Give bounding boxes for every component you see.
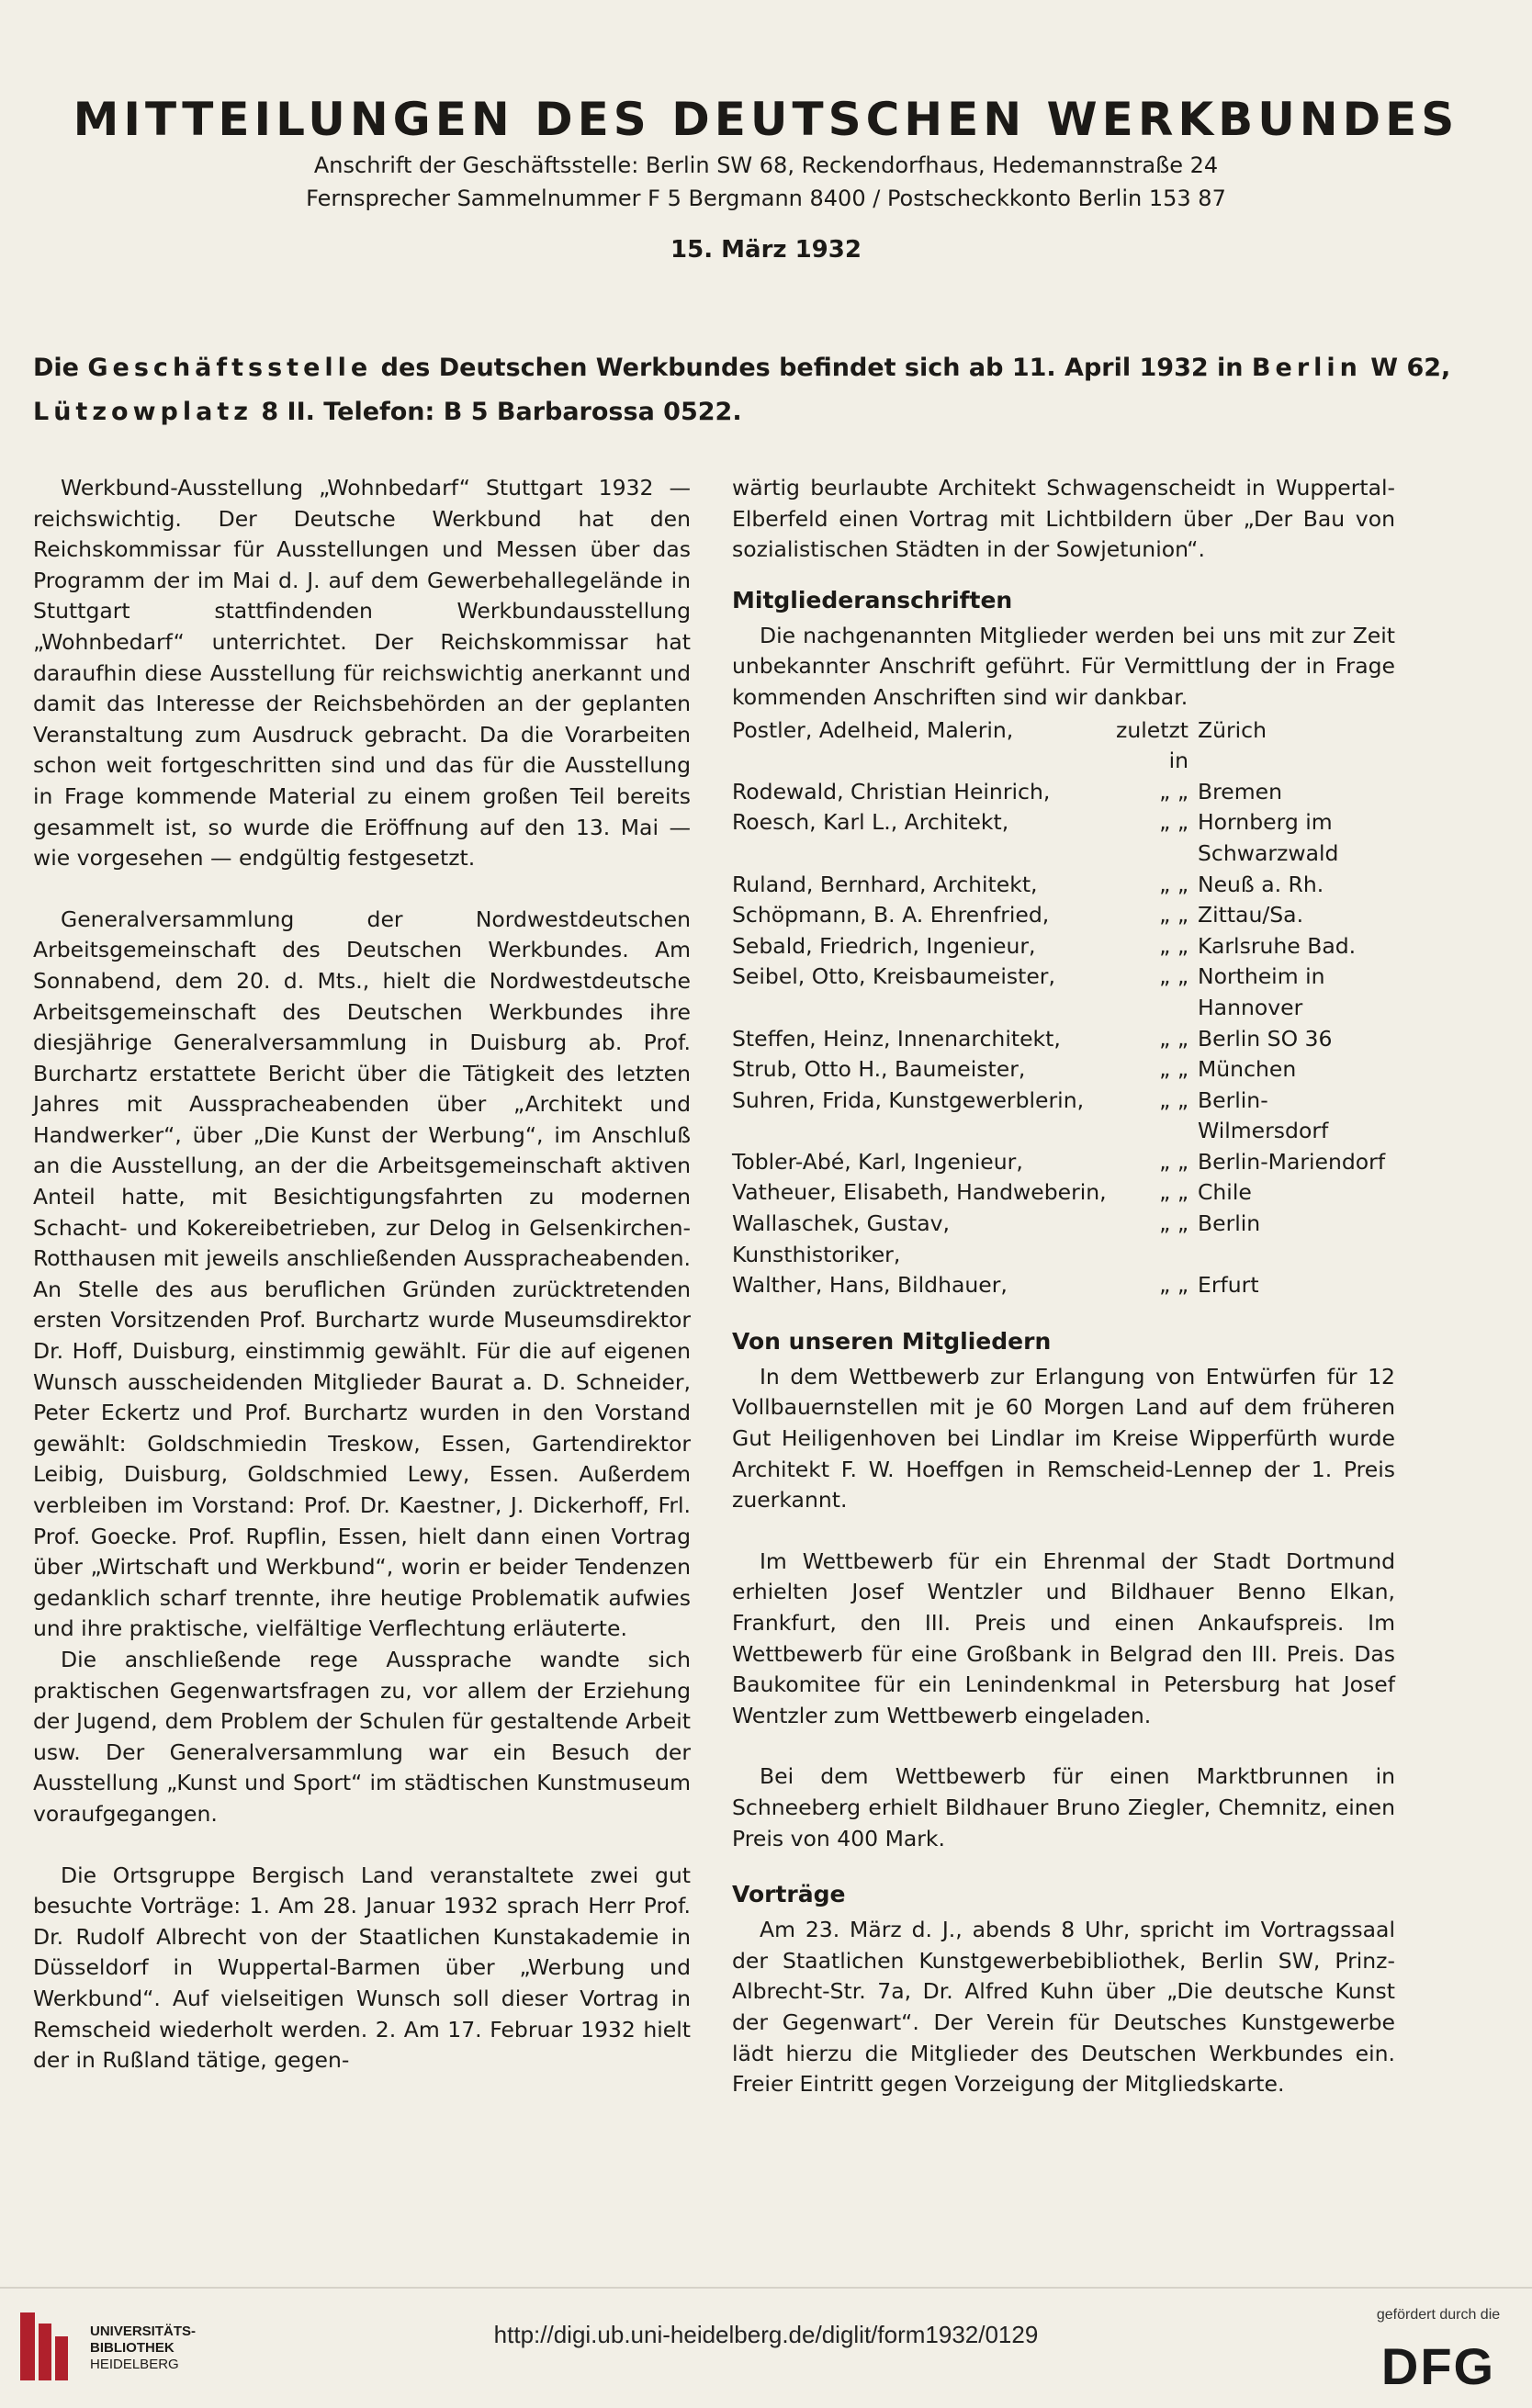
digital-object-url-link[interactable]: http://digi.ub.uni-heidelberg.de/diglit/form1932/0129 [493, 2321, 1039, 2348]
left-column [33, 473, 691, 2076]
address-line: Anschrift der Geschäftsstelle: Berlin SW 68, Reckendorfhaus, Hedemannstraße 24 [313, 152, 1219, 178]
svg-text:DFG: DFG [1380, 2338, 1496, 2390]
article-werkbund-ausstellung: Werkbund-Ausstellung „Wohnbedarf“ Stuttgart 1932 — reichswichtig. Der Deutsche Werkbund hat den Reichskommissar für Ausstellungen und Messen über das Programm der im Mai d. J. auf dem Gewerbehallegelände in Stuttgart stattfindenden Werkbundausstellung „Wohnbedarf“ unterrichtet. Der Reichskommissar hat daraufhin diese Ausstellung für reichswichtig anerkannt und damit das Interesse der Reichsbehörden an der geplanten Veranstaltung zum Ausdruck gebracht. Da die Vorarbeiten schon weit fortgeschritten sind und das für die Ausstellung in Frage kommende Material zu einem großen Teil bereits gesammelt ist, so wurde die Eröffnung auf den 13. Mai — wie vorgesehen — endgültig festgesetzt. [33, 475, 691, 872]
member-address-list [732, 715, 1395, 1301]
member-row: Tobler-Abé, Karl, Ingenieur, „ „ Berlin-Mariendorf [732, 1148, 1386, 1175]
member-row: Strub, Otto H., Baumeister, „ „ München [732, 1056, 1297, 1083]
member-row: Rodewald, Christian Heinrich, „ „ Bremen [732, 778, 1282, 805]
relocation-notice-line-2 [33, 397, 1411, 428]
member-row: Roesch, Karl L., Architekt, „ „ Hornberg im Schwarzwald [732, 809, 1339, 866]
lecture-announcement: Am 23. März d. J., abends 8 Uhr, spricht im Vortragssaal der Staatlichen Kunstgewerbebibliothek, Berlin SW, Prinz-Albrecht-Str. 7a, Dr. Alfred Kuhn über „Die deutsche Kunst der Gegenwart“. Der Verein für Deutsches Kunstgewerbe lädt hierzu die Mitglieder des Deutschen Werkbundes ein. Freier Eintritt gegen Vorzeigung der Mitgliedskarte. [732, 1917, 1395, 2098]
member-row: Vatheuer, Elisabeth, Handweberin, „ „ Chile [732, 1179, 1252, 1206]
notice-text: des Deutschen Werkbundes befindet sich ab 11. April 1932 in [372, 354, 1252, 382]
member-row: Walther, Hans, Bildhauer, „ „ Erfurt [732, 1272, 1259, 1299]
right-column [732, 473, 1395, 2100]
article-ortsgruppe-bergisch-land: Die Ortsgruppe Bergisch Land veranstaltete zwei gut besuchte Vorträge: 1. Am 28. Januar 1932 sprach Herr Prof. Dr. Rudolf Albrecht von der Staatlichen Kunstakademie in Düsseldorf in Wuppertal-Barmen über „Werbung und Werkbund“. Auf vielseitigen Wunsch soll dieser Vortrag in Remscheid wiederholt werden. 2. Am 17. Februar 1932 hielt der in Rußland tätige, gegen- [33, 1862, 691, 2074]
member-row: Sebald, Friedrich, Ingenieur, „ „ Karlsruhe Bad. [732, 932, 1357, 959]
member-row: Suhren, Frida, Kunstgewerblerin, „ „ Berlin-Wilmersdorf [732, 1086, 1329, 1144]
notice-spaced-word: Berlin [1251, 354, 1362, 382]
news-wentzler: Im Wettbewerb für ein Ehrenmal der Stadt Dortmund erhielten Josef Wentzler und Bildhauer Benno Elkan, Frankfurt, den III. Preis und einen Ankaufspreis. Im Wettbewerb für eine Großbank in Belgrad den III. Preis. Das Baukomitee für ein Lenindenkmal in Petersburg hat Josef Wentzler zum Wettbewerb eingeladen. [732, 1547, 1395, 1728]
section-heading-mitgliederanschriften: Mitgliederanschriften [732, 586, 1013, 613]
notice-spaced-word: Geschäftsstelle [87, 354, 373, 382]
article-generalversammlung: Generalversammlung der Nordwestdeutschen Arbeitsgemeinschaft des Deutschen Werkbundes. Am Sonnabend, dem 20. d. Mts., hielt die Nordwestdeutsche Arbeitsgemeinschaft des Deutschen Werkbundes ihre diesjährige Generalversammlung in Duisburg ab. Prof. Burchartz erstattete Bericht über die Tätigkeit des letzten Jahres mit Ausspracheabenden über „Architekt und Handwerker“, über „Die Kunst der Werbung“, im Anschluß an die Ausstellung, an der die Arbeitsgemeinschaft aktiven Anteil hatte, mit Besichtigungsfahrten zu modernen Schacht- und Kokereibetrieben, zur Delog in Gelsenkirchen-Rotthausen mit jeweils anschließenden Ausspracheabenden. An Stelle des aus beruflichen Gründen zurücktretenden ersten Vorsitzenden Prof. Burchartz wurde Museumsdirektor Dr. Hoff, Duisburg, einstimmig gewählt. Für die auf eigenen Wunsch ausscheidenden Mitglieder Baurat a. D. Schneider, Peter Eckertz und Prof. Burchartz wurden in den Vorstand gewählt: Goldschmiedin Treskow, Essen, Gartendirektor Leibig, Duisburg, Goldschmied Lewy, Essen. Außerdem verbleiben im Vorstand: Prof. Dr. Kaestner, J. Dickerhoff, Frl. Prof. Goecke. Prof. Rupflin, Essen, hielt dann einen Vortrag über „Wirtschaft und Werkbund“, worin er beider Tendenzen gedanklich scharf trennte, ihre heutige Problematik aufwies und ihre praktische, vielfältige Verflechtung erläuterte. [33, 906, 691, 1642]
member-row: Postler, Adelheid, Malerin, zuletzt in Zürich [732, 716, 1267, 774]
phone-line: Fernsprecher Sammelnummer F 5 Bergmann 8400 / Postscheckkonto Berlin 153 87 [306, 186, 1226, 211]
dfg-logo-icon [1365, 2338, 1512, 2390]
university-library-name: UNIVERSITÄTS- BIBLIOTHEK HEIDELBERG [90, 2324, 197, 2372]
members-intro: Die nachgenannten Mitglieder werden bei uns mit zur Zeit unbekannter Anschrift geführt. Für Vermittlung der in Frage kommenden Anschriften sind wir dankbar. [732, 622, 1395, 710]
section-heading-von-unseren-mitgliedern: Von unseren Mitgliedern [732, 1327, 1052, 1355]
notice-text: Die [33, 354, 88, 382]
news-hoeffgen: In dem Wettbewerb zur Erlangung von Entwürfen für 12 Vollbauernstellen mit je 60 Morgen Land auf dem früheren Gut Heiligenhoven bei Lindlar im Kreise Wipperfürth wurde Architekt F. W. Hoeffgen in Remscheid-Lennep der 1. Preis zuerkannt. [732, 1363, 1395, 1513]
member-row: Seibel, Otto, Kreisbaumeister, „ „ Northeim in Hannover [732, 963, 1325, 1020]
member-row: Wallaschek, Gustav, Kunsthistoriker, „ „ Berlin [732, 1210, 1261, 1267]
notice-text: 8 II. Telefon: B 5 Barbarossa 0522. [252, 398, 742, 426]
notice-text: W 62, [1361, 354, 1451, 382]
news-ziegler: Bei dem Wettbewerb für einen Marktbrunnen in Schneeberg erhielt Bildhauer Bruno Ziegler, Chemnitz, einen Preis von 400 Mark. [732, 1763, 1395, 1851]
footer-divider [0, 2287, 1532, 2289]
member-row: Ruland, Bernhard, Architekt, „ „ Neuß a. Rh. [732, 871, 1324, 897]
funding-caption: gefördert durch die [1376, 2307, 1501, 2323]
issue-date: 15. März 1932 [670, 236, 862, 264]
masthead-title: MITTEILUNGEN DES DEUTSCHEN WERKBUNDES [73, 93, 1459, 146]
member-row: Steffen, Heinz, Innenarchitekt, „ „ Berlin SO 36 [732, 1025, 1333, 1052]
article-continuation: wärtig beurlaubte Architekt Schwagenscheidt in Wuppertal-Elberfeld einen Vortrag mit Lichtbildern über „Der Bau von sozialistischen Städten in der Sowjetunion“. [732, 475, 1395, 563]
notice-spaced-word: Lützowplatz [33, 398, 253, 426]
member-row: Schöpmann, B. A. Ehrenfried, „ „ Zittau/Sa. [732, 902, 1304, 928]
relocation-notice-line-1 [33, 353, 1451, 384]
section-heading-vortraege: Vorträge [732, 1881, 846, 1908]
article-generalversammlung-continued: Die anschließende rege Aussprache wandte sich praktischen Gegenwartsfragen zu, vor allem der Erziehung der Jugend, dem Problem der Schulen für gestaltende Arbeit usw. Der Generalversammlung war ein Besuch der Ausstellung „Kunst und Sport“ im städtischen Kunstmuseum voraufgegangen. [33, 1646, 691, 1827]
